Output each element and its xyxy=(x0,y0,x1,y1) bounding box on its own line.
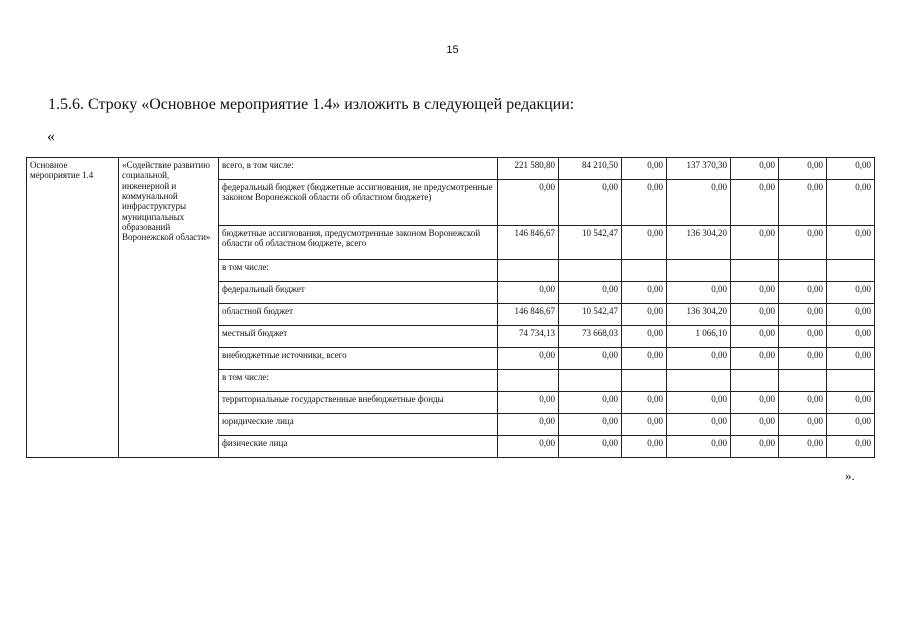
funding-source-cell: внебюджетные источники, всего xyxy=(219,348,498,370)
funding-source-cell: федеральный бюджет (бюджетные ассигнования, не предусмотренные законом Воронежской области об областном бюджете) xyxy=(219,180,498,226)
value-cell: 0,00 xyxy=(731,226,779,260)
value-cell: 10 542,47 xyxy=(559,304,622,326)
value-cell: 0,00 xyxy=(622,304,667,326)
value-cell: 0,00 xyxy=(667,436,731,458)
activity-cell: Основное мероприятие 1.4 xyxy=(27,158,119,458)
funding-source-cell: бюджетные ассигнования, предусмотренные законом Воронежской области об областном бюджете, всего xyxy=(219,226,498,260)
value-cell: 0,00 xyxy=(779,158,827,180)
value-cell: 0,00 xyxy=(827,304,875,326)
funding-source-cell: всего, в том числе: xyxy=(219,158,498,180)
value-cell: 0,00 xyxy=(667,392,731,414)
value-cell: 84 210,50 xyxy=(559,158,622,180)
page-number: 15 xyxy=(446,44,459,56)
value-cell: 0,00 xyxy=(622,226,667,260)
value-cell: 0,00 xyxy=(827,158,875,180)
value-cell: 0,00 xyxy=(498,436,559,458)
funding-source-cell: физические лица xyxy=(219,436,498,458)
value-cell: 0,00 xyxy=(559,414,622,436)
value-cell: 73 668,03 xyxy=(559,326,622,348)
value-cell: 136 304,20 xyxy=(667,226,731,260)
value-cell: 0,00 xyxy=(498,180,559,226)
value-cell: 0,00 xyxy=(667,348,731,370)
funding-source-cell: федеральный бюджет xyxy=(219,282,498,304)
value-cell: 0,00 xyxy=(667,180,731,226)
amendment-heading: 1.5.6. Строку «Основное мероприятие 1.4» изложить в следующей редакции: xyxy=(48,96,575,113)
value-cell: 0,00 xyxy=(827,392,875,414)
value-cell: 0,00 xyxy=(827,436,875,458)
value-cell xyxy=(559,260,622,282)
value-cell: 0,00 xyxy=(498,392,559,414)
value-cell xyxy=(779,260,827,282)
value-cell: 0,00 xyxy=(827,414,875,436)
value-cell: 0,00 xyxy=(779,326,827,348)
funding-source-cell: в том числе: xyxy=(219,260,498,282)
value-cell: 0,00 xyxy=(622,180,667,226)
value-cell: 0,00 xyxy=(827,282,875,304)
value-cell: 1 066,10 xyxy=(667,326,731,348)
value-cell: 0,00 xyxy=(779,304,827,326)
value-cell: 10 542,47 xyxy=(559,226,622,260)
funding-source-cell: местный бюджет xyxy=(219,326,498,348)
value-cell: 0,00 xyxy=(667,282,731,304)
value-cell: 0,00 xyxy=(779,392,827,414)
value-cell: 0,00 xyxy=(559,348,622,370)
value-cell: 0,00 xyxy=(559,282,622,304)
budget-table xyxy=(26,157,875,458)
value-cell xyxy=(779,370,827,392)
value-cell xyxy=(731,370,779,392)
value-cell xyxy=(498,370,559,392)
value-cell xyxy=(559,370,622,392)
value-cell: 74 734,13 xyxy=(498,326,559,348)
value-cell: 0,00 xyxy=(731,180,779,226)
value-cell xyxy=(622,260,667,282)
value-cell: 146 846,67 xyxy=(498,226,559,260)
value-cell: 0,00 xyxy=(779,180,827,226)
value-cell xyxy=(827,370,875,392)
value-cell: 221 580,80 xyxy=(498,158,559,180)
funding-source-cell: юридические лица xyxy=(219,414,498,436)
value-cell: 0,00 xyxy=(731,348,779,370)
value-cell: 0,00 xyxy=(779,282,827,304)
closing-quote: ». xyxy=(845,468,855,483)
value-cell: 0,00 xyxy=(731,414,779,436)
funding-source-cell: территориальные государственные внебюджетные фонды xyxy=(219,392,498,414)
value-cell: 0,00 xyxy=(498,282,559,304)
funding-source-cell: в том числе: xyxy=(219,370,498,392)
value-cell: 0,00 xyxy=(827,226,875,260)
value-cell xyxy=(731,260,779,282)
value-cell: 0,00 xyxy=(827,348,875,370)
value-cell: 0,00 xyxy=(731,304,779,326)
value-cell: 0,00 xyxy=(731,436,779,458)
value-cell: 136 304,20 xyxy=(667,304,731,326)
value-cell: 0,00 xyxy=(667,414,731,436)
value-cell: 0,00 xyxy=(779,226,827,260)
value-cell: 0,00 xyxy=(622,392,667,414)
value-cell: 0,00 xyxy=(559,180,622,226)
value-cell: 0,00 xyxy=(498,414,559,436)
value-cell: 0,00 xyxy=(827,326,875,348)
value-cell xyxy=(667,370,731,392)
value-cell: 0,00 xyxy=(731,392,779,414)
value-cell: 146 846,67 xyxy=(498,304,559,326)
value-cell: 0,00 xyxy=(622,158,667,180)
value-cell xyxy=(622,370,667,392)
value-cell: 137 370,30 xyxy=(667,158,731,180)
value-cell xyxy=(498,260,559,282)
activity-name-cell: «Содействие развитию социальной, инженерной и коммунальной инфраструктуры муниципальных образований Воронежской области» xyxy=(119,158,219,458)
value-cell xyxy=(667,260,731,282)
value-cell: 0,00 xyxy=(779,414,827,436)
value-cell: 0,00 xyxy=(827,180,875,226)
value-cell: 0,00 xyxy=(559,392,622,414)
value-cell: 0,00 xyxy=(559,436,622,458)
value-cell: 0,00 xyxy=(622,414,667,436)
value-cell: 0,00 xyxy=(731,326,779,348)
value-cell: 0,00 xyxy=(622,326,667,348)
value-cell: 0,00 xyxy=(622,348,667,370)
opening-quote: « xyxy=(47,128,55,145)
value-cell xyxy=(827,260,875,282)
value-cell: 0,00 xyxy=(731,158,779,180)
funding-source-cell: областной бюджет xyxy=(219,304,498,326)
value-cell: 0,00 xyxy=(779,348,827,370)
value-cell: 0,00 xyxy=(498,348,559,370)
value-cell: 0,00 xyxy=(779,436,827,458)
table-row xyxy=(27,158,875,180)
value-cell: 0,00 xyxy=(622,282,667,304)
value-cell: 0,00 xyxy=(622,436,667,458)
value-cell: 0,00 xyxy=(731,282,779,304)
